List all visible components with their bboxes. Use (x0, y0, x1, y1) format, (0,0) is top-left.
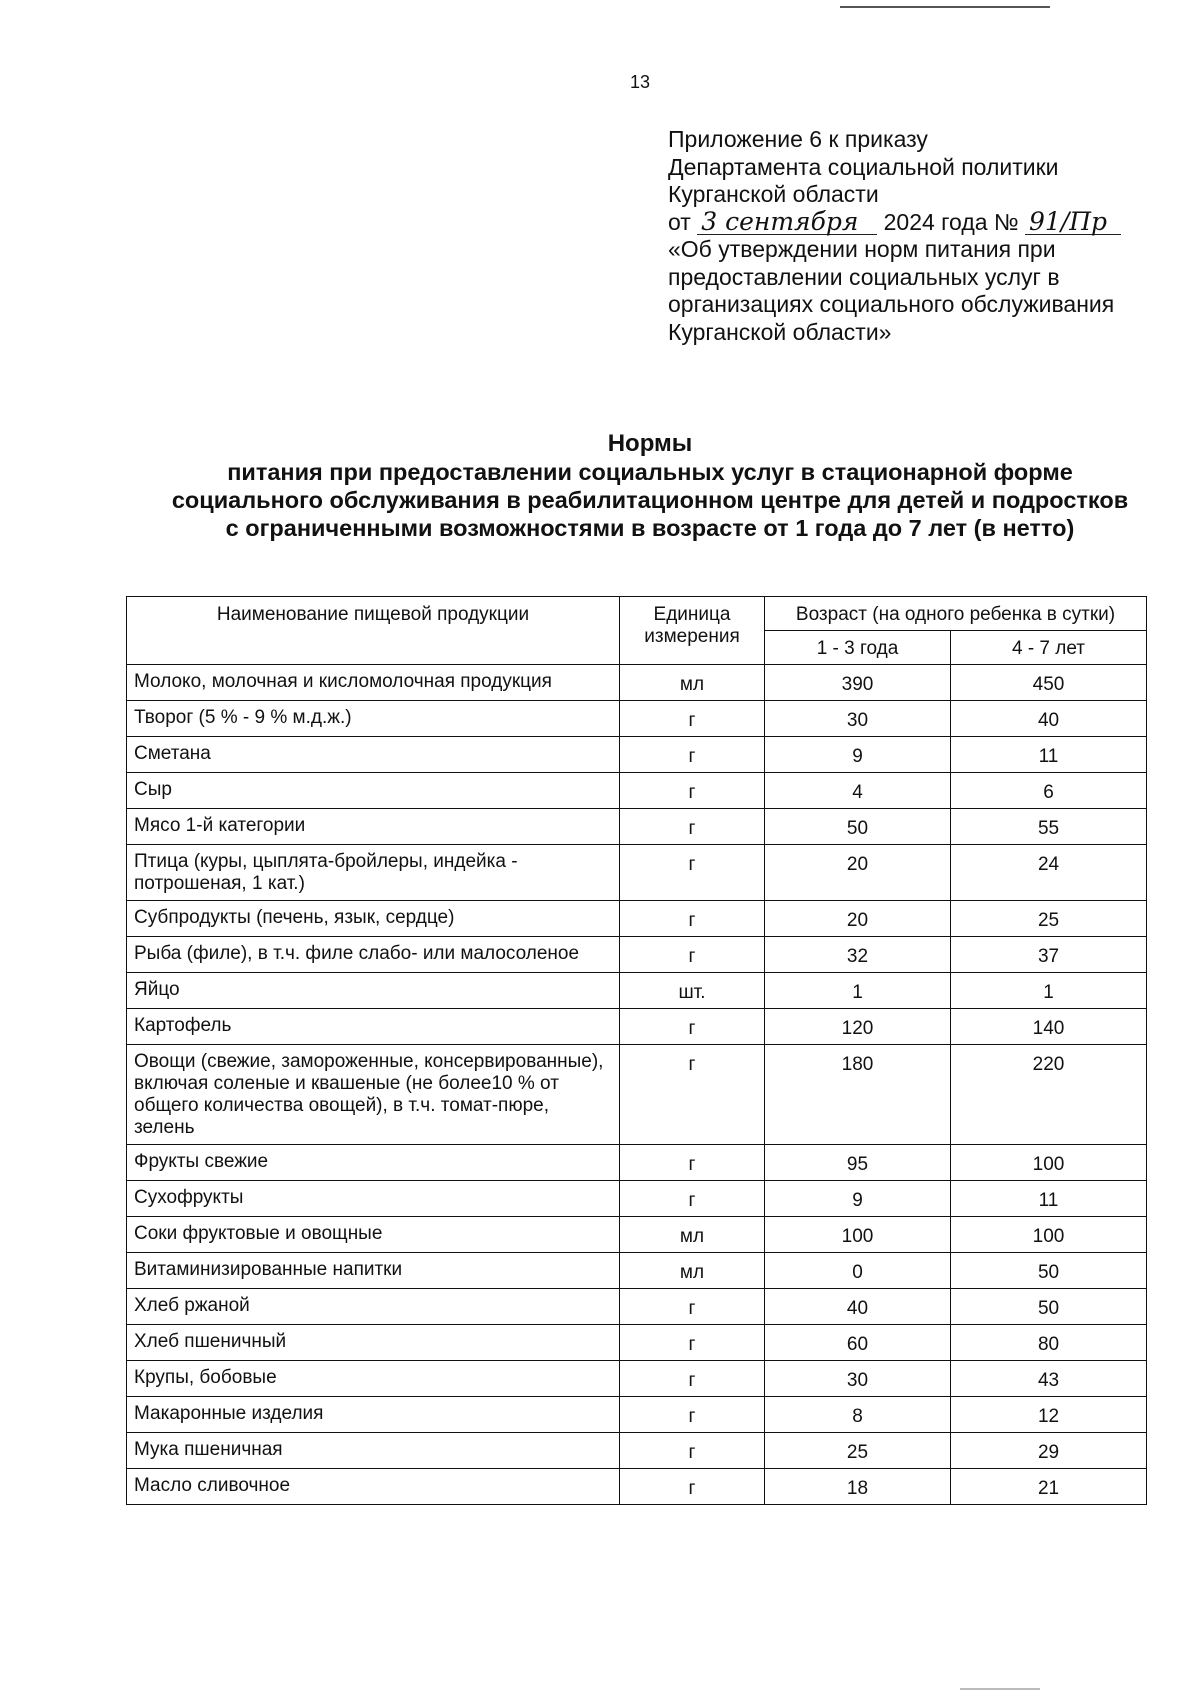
cell-age-1-3: 4 (765, 773, 951, 809)
cell-unit: шт. (620, 973, 765, 1009)
cell-unit: г (620, 1045, 765, 1145)
cell-age-4-7: 80 (951, 1325, 1147, 1361)
cell-product-name: Рыба (филе), в т.ч. филе слабо- или малосоленое (127, 937, 620, 973)
cell-age-1-3: 30 (765, 1361, 951, 1397)
cell-product-name: Витаминизированные напитки (127, 1253, 620, 1289)
cell-unit: г (620, 1361, 765, 1397)
cell-age-1-3: 60 (765, 1325, 951, 1361)
norms-table (126, 596, 1147, 1505)
table-row (127, 1397, 1147, 1433)
cell-age-4-7: 43 (951, 1361, 1147, 1397)
appendix-line: Курганской области» (668, 318, 892, 345)
appendix-line: Курганской области (668, 181, 879, 207)
cell-unit: г (620, 1181, 765, 1217)
table-row (127, 1469, 1147, 1505)
cell-age-4-7: 140 (951, 1009, 1147, 1045)
scan-artifact-bottom (960, 1688, 1040, 1694)
appendix-line: Департамента социальной политики (668, 153, 1059, 180)
cell-age-1-3: 180 (765, 1045, 951, 1145)
cell-product-name: Фрукты свежие (127, 1145, 620, 1181)
cell-age-1-3: 95 (765, 1145, 951, 1181)
table-row (127, 1253, 1147, 1289)
cell-unit: г (620, 1433, 765, 1469)
cell-age-1-3: 40 (765, 1289, 951, 1325)
table-row (127, 1361, 1147, 1397)
cell-age-1-3: 20 (765, 901, 951, 937)
cell-age-1-3: 1 (765, 973, 951, 1009)
cell-product-name: Хлеб пшеничный (127, 1325, 620, 1361)
cell-age-4-7: 37 (951, 937, 1147, 973)
cell-product-name: Творог (5 % - 9 % м.д.ж.) (127, 701, 620, 737)
table-row (127, 1325, 1147, 1361)
scan-artifact-top (840, 0, 1050, 8)
table-row (127, 1289, 1147, 1325)
table-row (127, 1145, 1147, 1181)
cell-age-4-7: 220 (951, 1045, 1147, 1145)
cell-age-1-3: 0 (765, 1253, 951, 1289)
cell-product-name: Хлеб ржаной (127, 1289, 620, 1325)
cell-product-name: Молоко, молочная и кисломолочная продукция (127, 665, 620, 701)
cell-unit: г (620, 809, 765, 845)
cell-unit: г (620, 901, 765, 937)
cell-unit: г (620, 737, 765, 773)
cell-product-name: Крупы, бобовые (127, 1361, 620, 1397)
appendix-block (668, 126, 1168, 346)
cell-age-1-3: 9 (765, 1181, 951, 1217)
cell-product-name: Сыр (127, 773, 620, 809)
cell-product-name: Сухофрукты (127, 1181, 620, 1217)
cell-unit: г (620, 937, 765, 973)
header-unit: Единица измерения (620, 597, 765, 665)
table-row (127, 1045, 1147, 1145)
document-title (130, 430, 1170, 542)
cell-age-4-7: 40 (951, 701, 1147, 737)
table-row (127, 1433, 1147, 1469)
from-prefix: от (668, 208, 691, 235)
cell-unit: г (620, 773, 765, 809)
cell-unit: г (620, 1397, 765, 1433)
table-row (127, 1009, 1147, 1045)
appendix-line: «Об утверждении норм питания при (668, 236, 1056, 262)
page-number: 13 (630, 72, 651, 92)
title-line: питания при предоставлении социальных услуг в стационарной форме (227, 459, 1073, 485)
cell-unit: мл (620, 1253, 765, 1289)
cell-age-4-7: 6 (951, 773, 1147, 809)
cell-age-4-7: 1 (951, 973, 1147, 1009)
year-text: 2024 года № (883, 208, 1019, 235)
cell-age-4-7: 25 (951, 901, 1147, 937)
table-row (127, 973, 1147, 1009)
header-age-4-7: 4 - 7 лет (951, 631, 1147, 665)
cell-unit: г (620, 1325, 765, 1361)
cell-age-4-7: 24 (951, 845, 1147, 901)
cell-unit: мл (620, 1217, 765, 1253)
cell-product-name: Субпродукты (печень, язык, сердце) (127, 901, 620, 937)
cell-product-name: Птица (куры, цыплята-бройлеры, индейка - потрошеная, 1 кат.) (127, 845, 620, 901)
cell-product-name: Яйцо (127, 973, 620, 1009)
table-row (127, 1181, 1147, 1217)
title-line: с ограниченными возможностями в возрасте от 1 года до 7 лет (в нетто) (225, 515, 1075, 541)
handwritten-order-number: 91/Пр (1025, 210, 1121, 235)
appendix-line: организациях социального обслуживания (668, 291, 1115, 317)
appendix-date-line (668, 206, 1168, 237)
cell-age-4-7: 50 (951, 1253, 1147, 1289)
cell-age-4-7: 450 (951, 665, 1147, 701)
table-row (127, 809, 1147, 845)
table-row (127, 845, 1147, 901)
cell-product-name: Мука пшеничная (127, 1433, 620, 1469)
header-product: Наименование пищевой продукции (127, 597, 620, 665)
table-row (127, 773, 1147, 809)
cell-unit: г (620, 845, 765, 901)
cell-unit: г (620, 1469, 765, 1505)
cell-unit: г (620, 1009, 765, 1045)
cell-product-name: Соки фруктовые и овощные (127, 1217, 620, 1253)
cell-age-4-7: 11 (951, 1181, 1147, 1217)
cell-age-4-7: 12 (951, 1397, 1147, 1433)
table-row (127, 937, 1147, 973)
cell-product-name: Овощи (свежие, замороженные, консервированные), включая соленые и квашеные (не более10 % от общего количества овощей), в т.ч. томат-пюре, зелень (127, 1045, 620, 1145)
header-age: Возраст (на одного ребенка в сутки) (765, 597, 1147, 631)
cell-age-1-3: 120 (765, 1009, 951, 1045)
header-age-1-3: 1 - 3 года (765, 631, 951, 665)
handwritten-date: 3 сентября (697, 210, 877, 235)
cell-product-name: Мясо 1-й категории (127, 809, 620, 845)
cell-age-4-7: 29 (951, 1433, 1147, 1469)
cell-age-4-7: 50 (951, 1289, 1147, 1325)
norms-table-body (127, 665, 1147, 1505)
table-row (127, 901, 1147, 937)
table-row (127, 737, 1147, 773)
cell-product-name: Сметана (127, 737, 620, 773)
table-row (127, 1217, 1147, 1253)
cell-age-1-3: 25 (765, 1433, 951, 1469)
title-line: социального обслуживания в реабилитационном центре для детей и подростков (171, 487, 1129, 513)
cell-product-name: Макаронные изделия (127, 1397, 620, 1433)
cell-product-name: Масло сливочное (127, 1469, 620, 1505)
cell-age-4-7: 100 (951, 1145, 1147, 1181)
cell-unit: мл (620, 665, 765, 701)
cell-age-1-3: 20 (765, 845, 951, 901)
cell-age-1-3: 50 (765, 809, 951, 845)
table-row (127, 665, 1147, 701)
cell-unit: г (620, 701, 765, 737)
appendix-line: предоставлении социальных услуг в (668, 263, 1060, 290)
cell-age-1-3: 100 (765, 1217, 951, 1253)
cell-unit: г (620, 1145, 765, 1181)
cell-age-1-3: 30 (765, 701, 951, 737)
cell-age-1-3: 9 (765, 737, 951, 773)
cell-age-1-3: 32 (765, 937, 951, 973)
cell-product-name: Картофель (127, 1009, 620, 1045)
cell-age-4-7: 11 (951, 737, 1147, 773)
cell-age-1-3: 390 (765, 665, 951, 701)
title-head: Нормы (607, 430, 693, 457)
cell-age-1-3: 18 (765, 1469, 951, 1505)
table-row (127, 701, 1147, 737)
cell-age-1-3: 8 (765, 1397, 951, 1433)
appendix-line: Приложение 6 к приказу (668, 126, 928, 152)
cell-unit: г (620, 1289, 765, 1325)
cell-age-4-7: 100 (951, 1217, 1147, 1253)
cell-age-4-7: 21 (951, 1469, 1147, 1505)
cell-age-4-7: 55 (951, 809, 1147, 845)
